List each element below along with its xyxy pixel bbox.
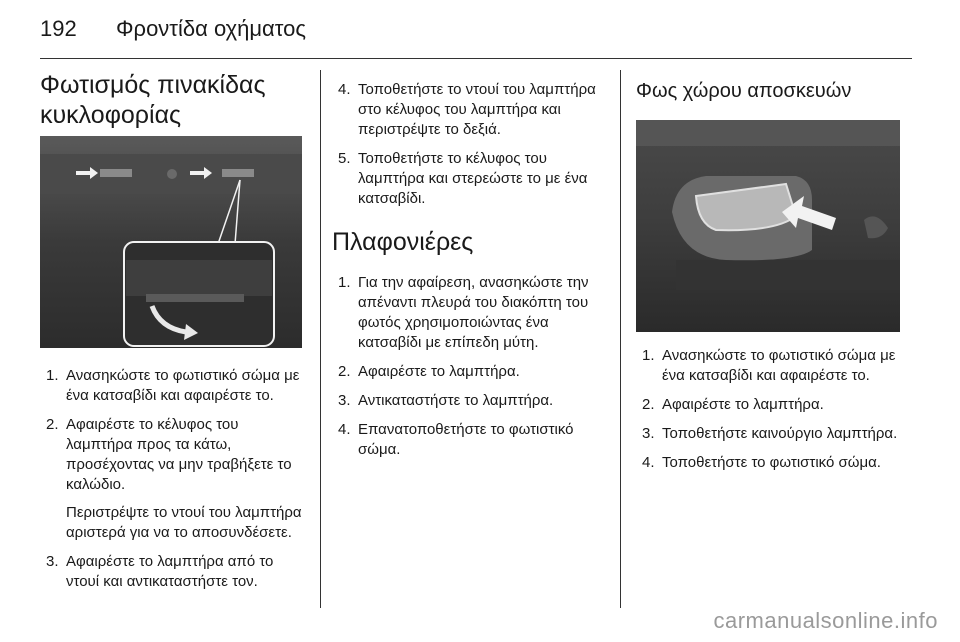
column-divider-1 <box>320 70 321 608</box>
step-item: 1. Ανασηκώστε το φωτιστικό σώμα με ένα κατσαβίδι και αφαιρέστε το. <box>46 367 300 404</box>
step-item: 3. Τοποθετήστε καινούργιο λαμπτήρα. <box>642 425 898 442</box>
section-title-luggage-light: Φως χώρου αποσκευών <box>636 80 852 102</box>
page-number: 192 <box>40 16 77 41</box>
section-title-courtesy-lights: Πλαφονιέρες <box>332 228 474 256</box>
step-item: 5. Τοποθετήστε το κέλυφος του λαμπτήρα και στερεώστε το με ένα κατσαβίδι. <box>338 150 588 207</box>
section-title-line1: Φωτισμός πινακίδας <box>40 71 266 99</box>
courtesy-light-steps <box>332 273 607 460</box>
step-item: 1. Για την αφαίρεση, ανασηκώστε την απέναντι πλευρά του διακόπτη του φωτός χρησιμοποιώντας ένα κατσαβίδι με επίπεδη μύτη. <box>338 274 589 351</box>
step-item: 2. Αφαιρέστε το κέλυφος του λαμπτήρα προς τα κάτω, προσέχοντας να μην τραβήξετε το καλώδιο. Περιστρέψτε το ντουί του λαμπτήρα αριστερά για να το αποσυνδέσετε. <box>46 416 302 541</box>
step-item: 4. Τοποθετήστε το ντουί του λαμπτήρα στο κέλυφος του λαμπτήρα και περιστρέψτε το δεξιά. <box>338 81 596 138</box>
step-item: 4. Επανατοποθετήστε το φωτιστικό σώμα. <box>338 421 574 458</box>
license-plate-light-figure <box>40 136 302 348</box>
luggage-light-figure <box>636 120 900 332</box>
luggage-light-steps <box>636 346 906 473</box>
column-courtesy-lights <box>332 80 607 469</box>
step-item: 2. Αφαιρέστε το λαμπτήρα. <box>642 396 824 413</box>
section-title-license-plate-light <box>40 70 305 130</box>
step-item: 3. Αντικαταστήστε το λαμπτήρα. <box>338 392 554 409</box>
license-plate-steps-continued <box>332 80 607 209</box>
section-title-line2: κυκλοφορίας <box>40 101 182 129</box>
column-luggage-light <box>636 70 906 482</box>
step-item: 1. Ανασηκώστε το φωτιστικό σώμα με ένα κατσαβίδι και αφαιρέστε το. <box>642 347 896 384</box>
inset-detail-panel <box>124 242 274 346</box>
watermark: carmanualsonline.info <box>713 608 938 633</box>
step-item: 2. Αφαιρέστε το λαμπτήρα. <box>338 363 520 380</box>
step-item: 3. Αφαιρέστε το λαμπτήρα από το ντουί και αντικαταστήστε τον. <box>46 553 274 590</box>
column-license-plate-light <box>40 70 305 601</box>
step-item: 4. Τοποθετήστε το φωτιστικό σώμα. <box>642 454 881 471</box>
column-divider-2 <box>620 70 621 608</box>
header-rule <box>40 58 912 59</box>
page-header: Φροντίδα οχήματος <box>116 16 306 41</box>
license-plate-steps <box>40 366 305 592</box>
